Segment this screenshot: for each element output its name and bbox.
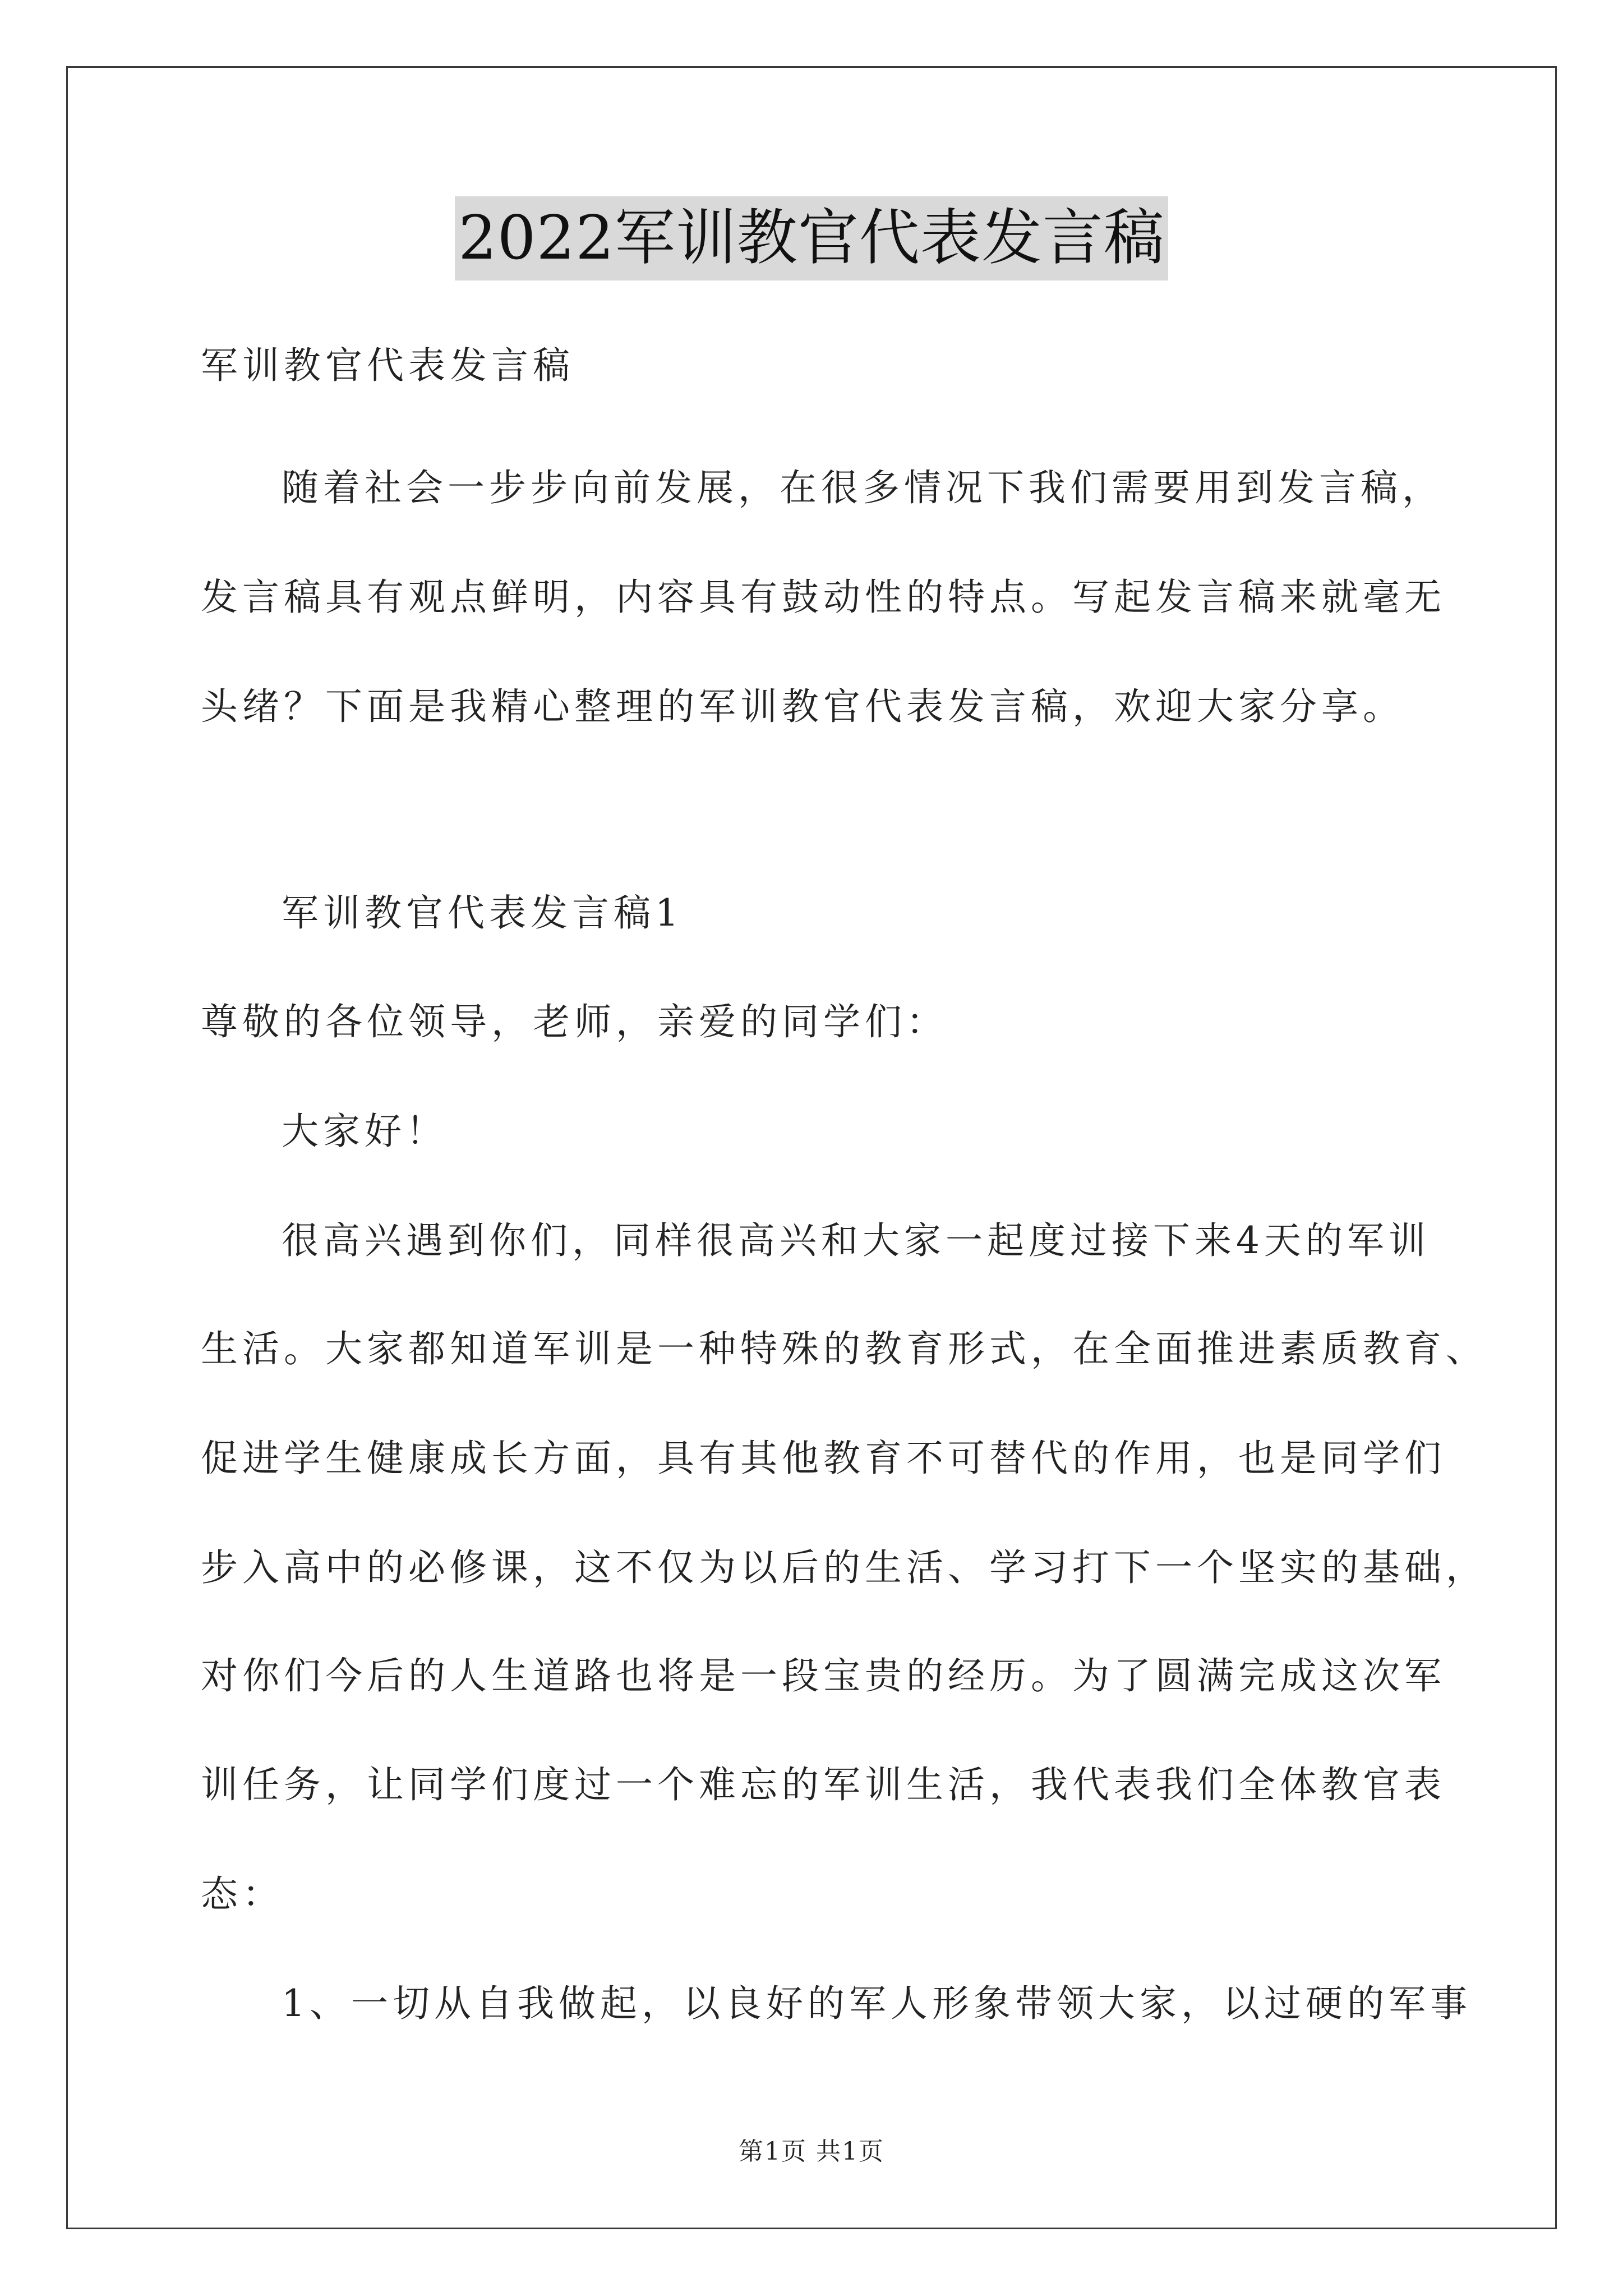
list-item-line: 1、一切从自我做起，以良好的军人形象带领大家，以过硬的军事 [282, 1982, 1472, 2025]
section-heading: 军训教官代表发言稿1 [282, 891, 683, 935]
greeting-line: 大家好！ [282, 1110, 448, 1153]
body-line: 很高兴遇到你们，同样很高兴和大家一起度过接下来4天的军训 [282, 1219, 1430, 1262]
subtitle-line: 军训教官代表发言稿 [201, 344, 574, 387]
body-line: 对你们今后的人生道路也将是一段宝贵的经历。为了圆满完成这次军 [201, 1654, 1446, 1697]
body-line: 促进学生健康成长方面，具有其他教育不可替代的作用，也是同学们 [201, 1437, 1446, 1480]
title-container [0, 196, 1623, 280]
body-line: 头绪？下面是我精心整理的军训教官代表发言稿，欢迎大家分享。 [201, 685, 1404, 728]
body-line: 态： [201, 1872, 284, 1916]
body-line: 发言稿具有观点鲜明，内容具有鼓动性的特点。写起发言稿来就毫无 [201, 576, 1446, 619]
document-title: 2022军训教官代表发言稿 [455, 196, 1168, 280]
page-footer: 第1页 共1页 [739, 2137, 884, 2166]
salutation-line: 尊敬的各位领导，老师，亲爱的同学们： [201, 1000, 948, 1043]
body-line: 训任务，让同学们度过一个难忘的军训生活，我代表我们全体教官表 [201, 1763, 1446, 1806]
body-line: 步入高中的必修课，这不仅为以后的生活、学习打下一个坚实的基础， [201, 1546, 1487, 1589]
body-line: 随着社会一步步向前发展，在很多情况下我们需要用到发言稿， [282, 466, 1444, 509]
body-line: 生活。大家都知道军训是一种特殊的教育形式，在全面推进素质教育、 [201, 1327, 1487, 1370]
